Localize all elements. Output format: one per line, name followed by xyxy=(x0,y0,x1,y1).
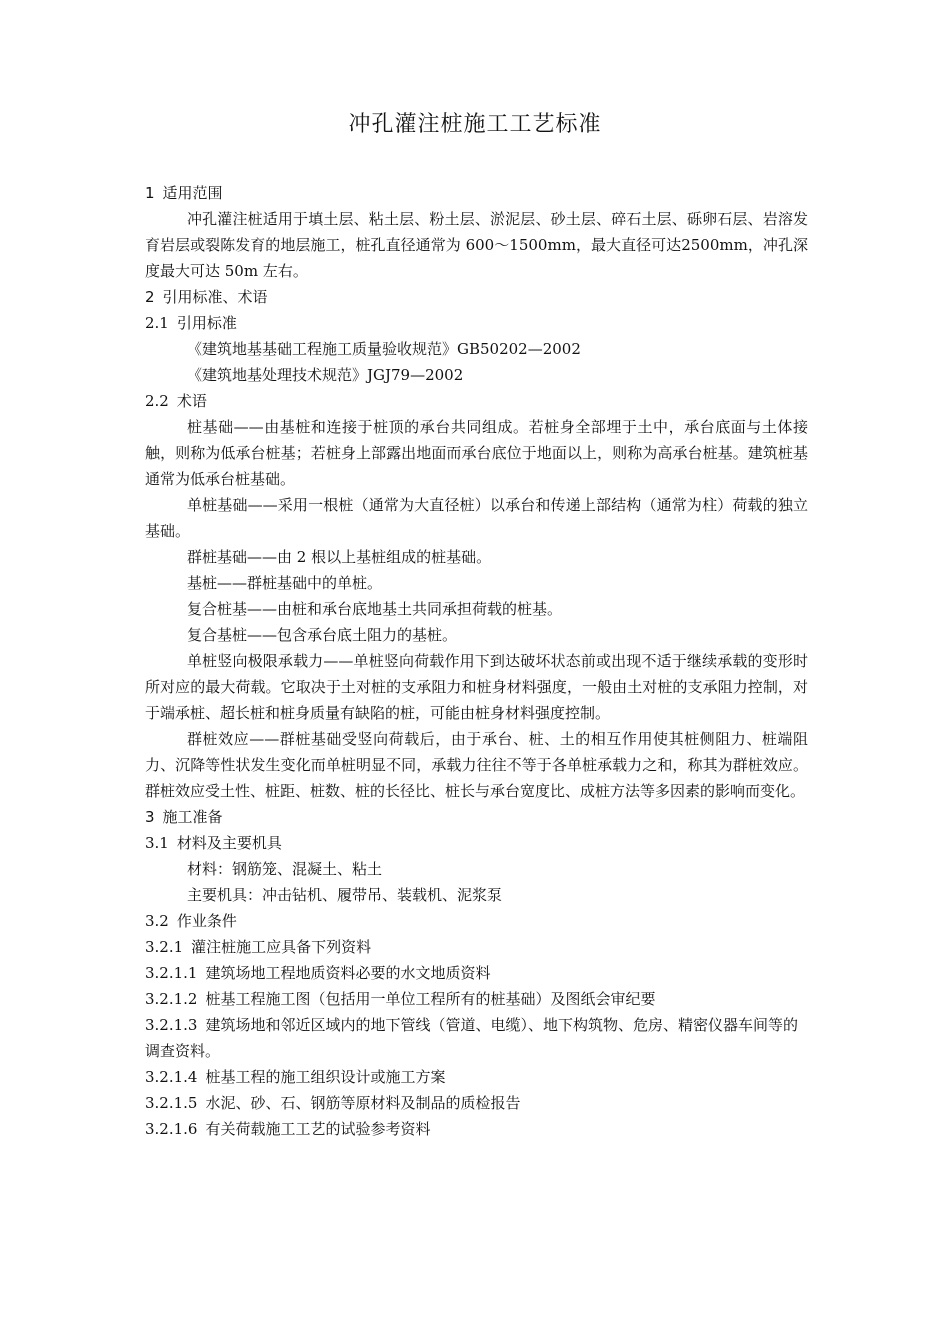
subsection-title: 灌注桩施工应具备下列资料 xyxy=(191,938,372,956)
list-item xyxy=(145,1116,808,1142)
subsection-title: 材料及主要机具 xyxy=(176,834,282,852)
section-title: 施工准备 xyxy=(162,808,223,826)
term-definition: 桩基础——由基桩和连接于桩顶的承台共同组成。若桩身全部埋于土中，承台底面与土体接触，则称为低承台桩基；若桩身上部露出地面而承台底位于地面以上，则称为高承台桩基。建筑桩基通常为低承台桩基础。 xyxy=(145,418,808,488)
section-title: 引用标准、术语 xyxy=(162,288,268,306)
item-text: 桩基工程施工图（包括用一单位工程所有的桩基础）及图纸会审纪要 xyxy=(205,990,656,1008)
subsection-number: 3.1 xyxy=(145,834,169,852)
subsection-title: 作业条件 xyxy=(176,912,237,930)
item-number: 3.2.1.5 xyxy=(145,1094,198,1112)
subsection-number: 3.2 xyxy=(145,912,169,930)
document-body xyxy=(145,180,808,1142)
item-number: 3.2.1.4 xyxy=(145,1068,198,1086)
subsection-heading-3-2-1 xyxy=(145,934,808,960)
item-text: 桩基工程的施工组织设计或施工方案 xyxy=(205,1068,446,1086)
subsection-title: 术语 xyxy=(176,392,207,410)
item-number: 3.2.1.3 xyxy=(145,1016,198,1034)
term-definition: 群桩基础——由 2 根以上基桩组成的桩基础。 xyxy=(187,548,492,566)
list-item xyxy=(145,986,808,1012)
reference-item: 《建筑地基处理技术规范》JGJ79—2002 xyxy=(187,366,464,384)
item-text: 有关荷载施工工艺的试验参考资料 xyxy=(205,1120,431,1138)
item-text: 建筑场地和邻近区域内的地下管线（管道、电缆）、地下构筑物、危房、精密仪器车间等的调查资料。 xyxy=(145,1016,798,1060)
reference-item: 《建筑地基基础工程施工质量验收规范》GB50202—2002 xyxy=(187,340,581,358)
subsection-number: 2.2 xyxy=(145,392,169,410)
subsection-title: 引用标准 xyxy=(176,314,237,332)
term-definition: 基桩——群桩基础中的单桩。 xyxy=(187,574,383,592)
tools-line: 主要机具：冲击钻机、履带吊、装载机、泥浆泵 xyxy=(187,886,503,904)
subsection-heading-3-1 xyxy=(145,830,808,856)
section-title: 适用范围 xyxy=(162,184,223,202)
subsection-number: 3.2.1 xyxy=(145,938,184,956)
section-number: 3 xyxy=(145,808,155,826)
list-item xyxy=(145,1012,808,1064)
term-definition: 单桩竖向极限承载力——单桩竖向荷载作用下到达破坏状态前或出现不适于继续承载的变形时所对应的最大荷载。它取决于土对桩的支承阻力和桩身材料强度，一般由土对桩的支承阻力控制，对于端承桩、超长桩和桩身质量有缺陷的桩，可能由桩身材料强度控制。 xyxy=(145,652,808,722)
item-number: 3.2.1.1 xyxy=(145,964,198,982)
item-text: 建筑场地工程地质资料必要的水文地质资料 xyxy=(205,964,491,982)
list-item xyxy=(145,960,808,986)
term-definition: 群桩效应——群桩基础受竖向荷载后，由于承台、桩、土的相互作用使其桩侧阻力、桩端阻力、沉降等性状发生变化而单桩明显不同，承载力往往不等于各单桩承载力之和，称其为群桩效应。群桩效应受土性、桩距、桩数、桩的长径比、桩长与承台宽度比、成桩方法等多因素的影响而变化。 xyxy=(145,730,808,800)
scope-paragraph: 冲孔灌注桩适用于填土层、粘土层、粉土层、淤泥层、砂土层、碎石土层、砾卵石层、岩溶发育岩层或裂陈发育的地层施工，桩孔直径通常为 600～1500mm，最大直径可达2500mm，冲孔深度最大可达 50m 左右。 xyxy=(145,210,808,280)
document-title: 冲孔灌注桩施工工艺标准 xyxy=(348,112,602,137)
item-number: 3.2.1.2 xyxy=(145,990,198,1008)
term-definition: 复合桩基——由桩和承台底地基土共同承担荷载的桩基。 xyxy=(187,600,563,618)
list-item xyxy=(145,1064,808,1090)
subsection-heading-2-2 xyxy=(145,388,808,414)
subsection-number: 2.1 xyxy=(145,314,169,332)
section-number: 1 xyxy=(145,184,155,202)
term-definition: 复合基桩——包含承台底土阻力的基桩。 xyxy=(187,626,458,644)
term-definition: 单桩基础——采用一根桩（通常为大直径桩）以承台和传递上部结构（通常为柱）荷载的独立基础。 xyxy=(145,496,808,540)
item-number: 3.2.1.6 xyxy=(145,1120,198,1138)
section-heading-3 xyxy=(145,804,808,830)
materials-line: 材料：钢筋笼、混凝土、粘土 xyxy=(187,860,383,878)
section-number: 2 xyxy=(145,288,155,306)
item-text: 水泥、砂、石、钢筋等原材料及制品的质检报告 xyxy=(205,1094,521,1112)
section-heading-2 xyxy=(145,284,808,310)
subsection-heading-2-1 xyxy=(145,310,808,336)
subsection-heading-3-2 xyxy=(145,908,808,934)
list-item xyxy=(145,1090,808,1116)
section-heading-1 xyxy=(145,180,808,206)
